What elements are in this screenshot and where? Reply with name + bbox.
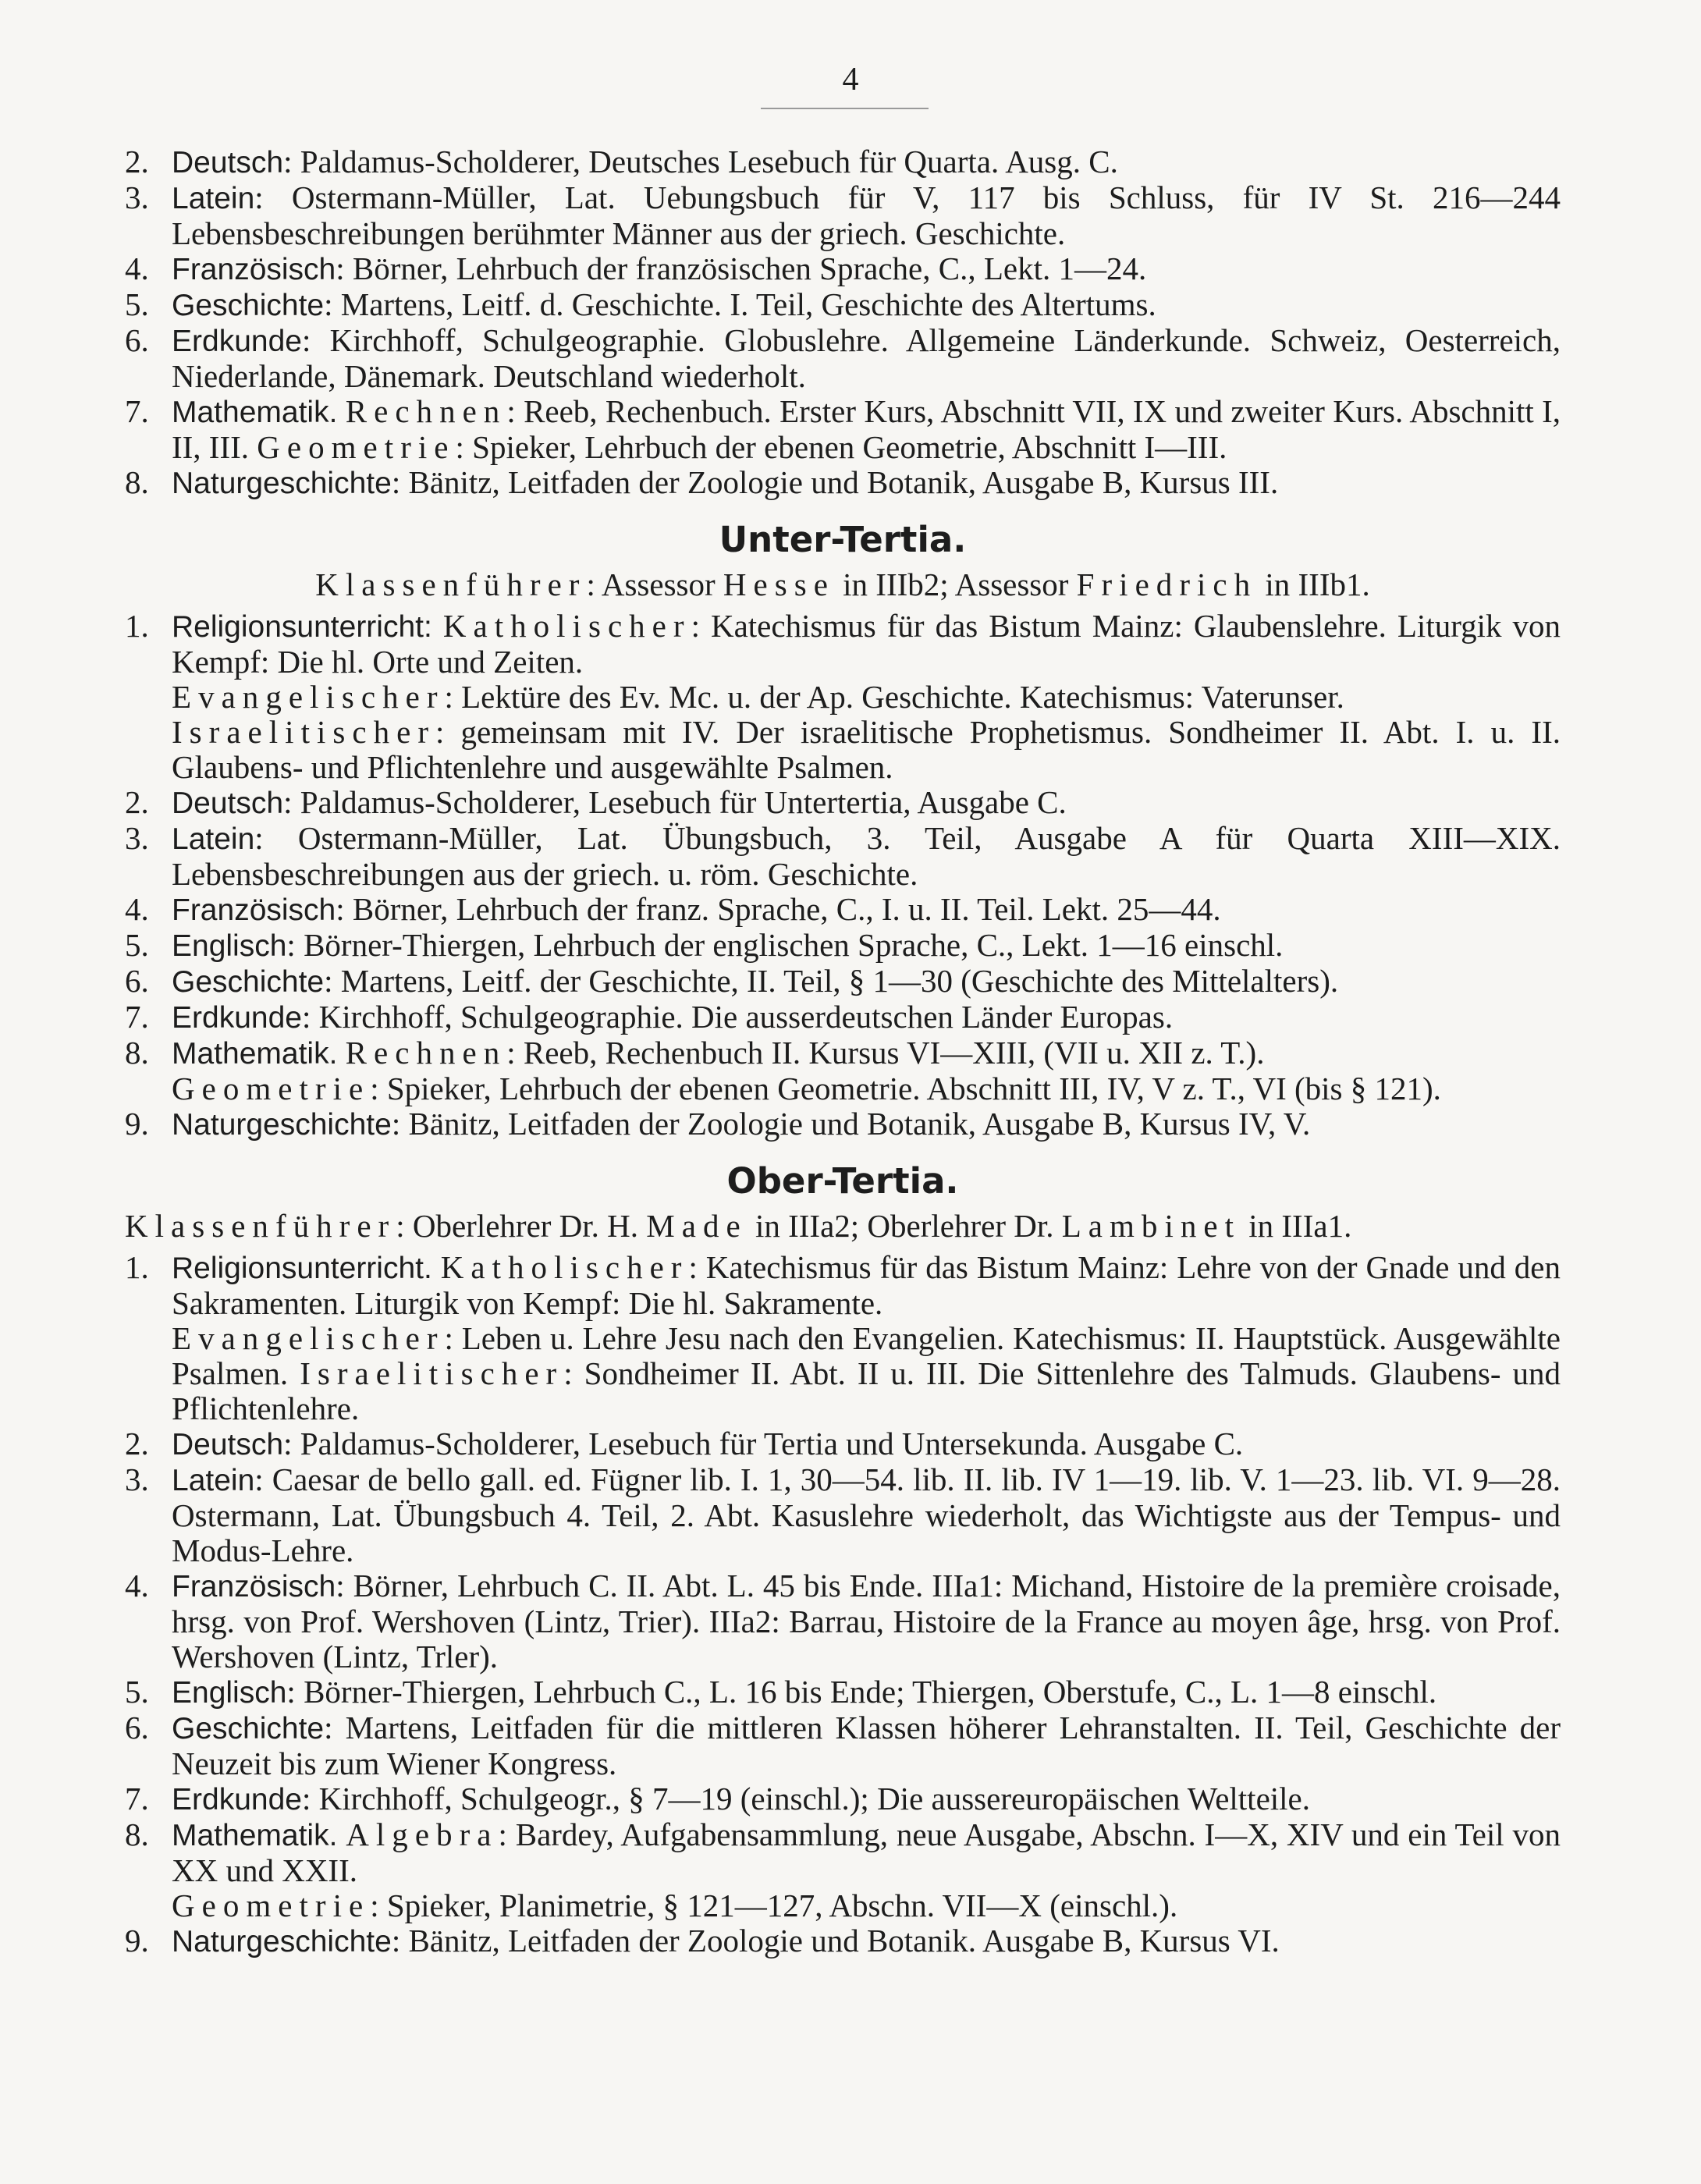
list-item [125, 394, 1561, 465]
item-number: 9. [125, 1923, 149, 1958]
item-number: 8. [125, 1035, 149, 1071]
list-item [125, 1426, 1561, 1462]
header-rule [761, 108, 929, 109]
page-body [125, 144, 1561, 1959]
list-item [125, 821, 1561, 892]
page-number: 4 [842, 62, 859, 98]
spaced-label: Rechnen [345, 1035, 507, 1071]
section-unter-tertia [125, 517, 1561, 1142]
subject-label: Deutsch [172, 146, 284, 179]
subject-label: Erdkunde [172, 1783, 302, 1816]
item-text: : Börner, Lehrbuch der franz. Sprache, C., I. u. II. Teil. Lekt. 25—44. [336, 891, 1221, 927]
item-text: : Bänitz, Leitfaden der Zoologie und Botanik, Ausgabe B, Kursus IV, V. [391, 1106, 1311, 1142]
item-text: : Martens, Leitf. d. Geschichte. I. Teil, Geschichte des Altertums. [324, 286, 1156, 322]
list-item [125, 465, 1561, 501]
list-item [125, 785, 1561, 821]
item-text: : Sondheimer II. Abt. II u. III. Die Sittenlehre des Talmuds. Glaubens- und Pflichtenlehre. [172, 1355, 1561, 1426]
spaced-label: Israelitischer [300, 1355, 564, 1391]
list-item [125, 323, 1561, 394]
subject-label: Geschichte [172, 289, 325, 322]
religion-israelitisch [172, 715, 1561, 785]
spaced-label: Evangelischer [172, 1320, 445, 1356]
math-geometry [172, 1071, 1561, 1106]
list-item [125, 251, 1561, 287]
item-text: : Börner, Lehrbuch C. II. Abt. L. 45 bis Ende. IIIa1: Michand, Histoire de la première croisade, hrsg. von Prof. Wershoven (Lintz, Trier). IIIa2: Barrau, Histoire de la France au moyen âge, hrsg. von Prof. Wershoven (Lintz, Trler). [172, 1568, 1561, 1674]
item-text: : Spieker, Lehrbuch der ebenen Geometrie, Abschnitt I—III. [455, 429, 1227, 465]
item-text: : Kirchhoff, Schulgeogr., § 7—19 (einschl.); Die aussereuropäischen Weltteile. [301, 1781, 1310, 1816]
subject-label: Latein [172, 822, 255, 856]
item-number: 1. [125, 1249, 149, 1285]
item-text: : Bardey, Aufgabensammlung, neue Ausgabe, Abschn. I—X, XIV und ein Teil von XX und XXII. [172, 1816, 1561, 1888]
subject-label: Mathematik. [172, 396, 338, 429]
item-text: : Börner, Lehrbuch der französischen Sprache, C., Lekt. 1—24. [336, 250, 1147, 286]
item-number: 3. [125, 1461, 149, 1497]
item-number: 2. [125, 784, 149, 820]
item-text: : Katechismus für das Bistum Mainz: Glaubenslehre. Liturgik von Kempf: Die hl. Orte und Zeiten. [172, 608, 1561, 680]
item-number: 5. [125, 927, 149, 963]
subject-label: Deutsch [172, 787, 284, 820]
list-item [125, 287, 1561, 323]
item-text: : gemeinsam mit IV. Der israelitische Prophetismus. Sondheimer II. Abt. I. u. II. Glaubens- und Pflichtenlehre und ausgewählte Psalmen. [172, 714, 1561, 785]
list-item [125, 144, 1561, 180]
leader-name: Friedrich [1076, 566, 1258, 602]
class-leader-line [125, 567, 1561, 602]
section-title: Ober-Tertia. [726, 1160, 959, 1202]
item-number: 4. [125, 1568, 149, 1603]
spaced-label: Algebra [346, 1816, 499, 1852]
subject-label: Naturgeschichte [172, 1925, 392, 1958]
spaced-label: Katholischer [440, 1249, 689, 1285]
subject-label: Geschichte [172, 1712, 325, 1745]
religion-evangelisch [172, 680, 1561, 715]
item-number: 7. [125, 393, 149, 429]
section-ober-tertia [125, 1158, 1561, 1959]
item-text: : Paldamus-Scholderer, Deutsches Lesebuch für Quarta. Ausg. C. [283, 144, 1118, 179]
leader-text: in IIIb1. [1257, 566, 1370, 602]
item-text: : Bänitz, Leitfaden der Zoologie und Botanik, Ausgabe B, Kursus III. [391, 464, 1279, 500]
list-item [125, 928, 1561, 964]
item-number: 6. [125, 1710, 149, 1745]
subject-label: Latein [172, 182, 255, 215]
item-text: : Börner-Thiergen, Lehrbuch C., L. 16 bis Ende; Thiergen, Oberstufe, C., L. 1—8 einschl. [286, 1674, 1437, 1710]
item-text: : Reeb, Rechenbuch II. Kursus VI—XIII, (VII u. XII z. T.). [506, 1035, 1265, 1071]
spaced-label: Evangelischer [172, 679, 445, 715]
item-text: : Lektüre des Ev. Mc. u. der Ap. Geschichte. Katechismus: Vaterunser. [444, 679, 1344, 715]
item-number: 2. [125, 1426, 149, 1461]
item-number: 1. [125, 608, 149, 644]
spaced-label: Geometrie [172, 1071, 371, 1106]
subject-label: Deutsch [172, 1428, 284, 1461]
subject-label: Französisch [172, 1570, 336, 1603]
item-number: 5. [125, 1674, 149, 1710]
leader-name: Lambinet [1061, 1208, 1241, 1244]
item-text: : Kirchhoff, Schulgeographie. Globuslehre. Allgemeine Länderkunde. Schweiz, Oesterreich, Niederlande, Dänemark. Deutschland wiederholt. [172, 322, 1561, 394]
item-number: 3. [125, 179, 149, 215]
subject-label: Mathematik. [172, 1037, 338, 1071]
item-text: : Reeb, Rechenbuch. Erster Kurs, Abschnitt VII, IX und zweiter Kurs. Abschnitt I, II, III. [172, 393, 1561, 465]
item-number: 8. [125, 464, 149, 500]
list-item [125, 1781, 1561, 1817]
subject-label: Mathematik. [172, 1819, 338, 1852]
list-item [125, 1674, 1561, 1710]
item-number: 4. [125, 891, 149, 927]
list-item [125, 180, 1561, 251]
leader-text: in IIIb2; Assessor [834, 566, 1077, 602]
list-item [125, 1923, 1561, 1959]
list-item-math [125, 1035, 1561, 1106]
subject-label: Latein [172, 1464, 255, 1497]
spaced-label: Rechnen [345, 393, 507, 429]
leader-label: Klassenführer [315, 566, 587, 602]
item-number: 6. [125, 963, 149, 999]
religion-evangelisch [172, 1321, 1561, 1426]
item-text: : Ostermann-Müller, Lat. Uebungsbuch für V, 117 bis Schluss, für IV St. 216—244 Lebensbeschreibungen berühmter Männer aus der griech. Geschichte. [172, 179, 1561, 251]
spaced-label: Katholischer [442, 608, 691, 644]
leader-text: in IIIa2; Oberlehrer Dr. [747, 1208, 1062, 1244]
item-number: 3. [125, 820, 149, 856]
subject-label: Erdkunde [172, 325, 302, 358]
subject-label: Religionsunterricht. [172, 1252, 432, 1285]
list-item-religion [125, 1250, 1561, 1426]
spaced-label: Geometrie [257, 429, 456, 465]
list-item [125, 1106, 1561, 1142]
item-number: 2. [125, 144, 149, 179]
item-number: 8. [125, 1816, 149, 1852]
item-text: : Kirchhoff, Schulgeographie. Die ausserdeutschen Länder Europas. [301, 999, 1174, 1035]
subject-label: Französisch [172, 253, 336, 286]
item-text: : Spieker, Lehrbuch der ebenen Geometrie. Abschnitt III, IV, V z. T., VI (bis § 121). [370, 1071, 1441, 1106]
leader-text: : Assessor [586, 566, 723, 602]
item-text: : Caesar de bello gall. ed. Fügner lib. I. 1, 30—54. lib. II. lib. IV 1—19. lib. V. 1—23. lib. VI. 9—28. Ostermann, Lat. Übungsbuch 4. Teil, 2. Abt. Kasuslehre wiederholt, das Wichtigste aus der Tempus- und Modus-Lehre. [172, 1461, 1561, 1568]
item-text: : Leben u. Lehre Jesu nach den Evangelien. Katechismus: II. Hauptstück. Ausgewählte Psalmen. [172, 1320, 1561, 1391]
subject-label: Englisch [172, 1676, 287, 1710]
list-item [125, 1000, 1561, 1035]
list-item [125, 964, 1561, 1000]
list-item [125, 1710, 1561, 1781]
spaced-label: Geometrie [172, 1887, 371, 1923]
subject-label: Naturgeschichte [172, 467, 392, 500]
leader-name: Hesse [723, 566, 835, 602]
spaced-label: Israelitischer [172, 714, 436, 750]
item-number: 9. [125, 1106, 149, 1142]
item-number: 7. [125, 999, 149, 1035]
leader-label: Klassenführer [125, 1208, 396, 1244]
item-text: : Paldamus-Scholderer, Lesebuch für Tertia und Untersekunda. Ausgabe C. [283, 1426, 1244, 1461]
leader-text: : Oberlehrer Dr. H. [396, 1208, 647, 1244]
item-text: : Bänitz, Leitfaden der Zoologie und Botanik. Ausgabe B, Kursus VI. [391, 1923, 1280, 1958]
item-number: 6. [125, 322, 149, 358]
item-text: : Börner-Thiergen, Lehrbuch der englischen Sprache, C., Lekt. 1—16 einschl. [286, 927, 1284, 963]
item-text: : Martens, Leitfaden für die mittleren Klassen höherer Lehranstalten. II. Teil, Geschichte der Neuzeit bis zum Wiener Kongress. [172, 1710, 1561, 1781]
item-text: : Martens, Leitf. der Geschichte, II. Teil, § 1—30 (Geschichte des Mittelalters). [324, 963, 1339, 999]
item-number: 7. [125, 1781, 149, 1816]
item-text: : Paldamus-Scholderer, Lesebuch für Untertertia, Ausgabe C. [283, 784, 1067, 820]
leader-text: in IIIa1. [1241, 1208, 1352, 1244]
list-item [125, 1462, 1561, 1568]
subject-label: Englisch [172, 929, 287, 963]
list-item-math [125, 1817, 1561, 1923]
leader-name: Made [646, 1208, 748, 1244]
quarta-list [125, 144, 1561, 501]
math-geometry [172, 1888, 1561, 1923]
subject-label: Erdkunde [172, 1001, 302, 1035]
item-number: 4. [125, 250, 149, 286]
item-text: : Spieker, Planimetrie, § 121—127, Abschn. VII—X (einschl.). [370, 1887, 1178, 1923]
subject-label: Geschichte [172, 965, 325, 999]
item-number: 5. [125, 286, 149, 322]
subject-label: Religionsunterricht: [172, 610, 432, 644]
list-item [125, 892, 1561, 928]
section-title: Unter-Tertia. [719, 519, 967, 560]
list-item-religion [125, 609, 1561, 785]
subject-label: Französisch [172, 893, 336, 927]
list-item [125, 1568, 1561, 1674]
item-text: : Ostermann-Müller, Lat. Übungsbuch, 3. Teil, Ausgabe A für Quarta XIII—XIX. Lebensbeschreibungen aus der griech. u. röm. Geschichte. [172, 820, 1561, 892]
subject-label: Naturgeschichte [172, 1108, 392, 1142]
class-leader-line [125, 1209, 1561, 1244]
item-text: : Katechismus für das Bistum Mainz: Lehre von der Gnade und den Sakramenten. Liturgik von Kempf: Die hl. Sakramente. [172, 1249, 1561, 1321]
